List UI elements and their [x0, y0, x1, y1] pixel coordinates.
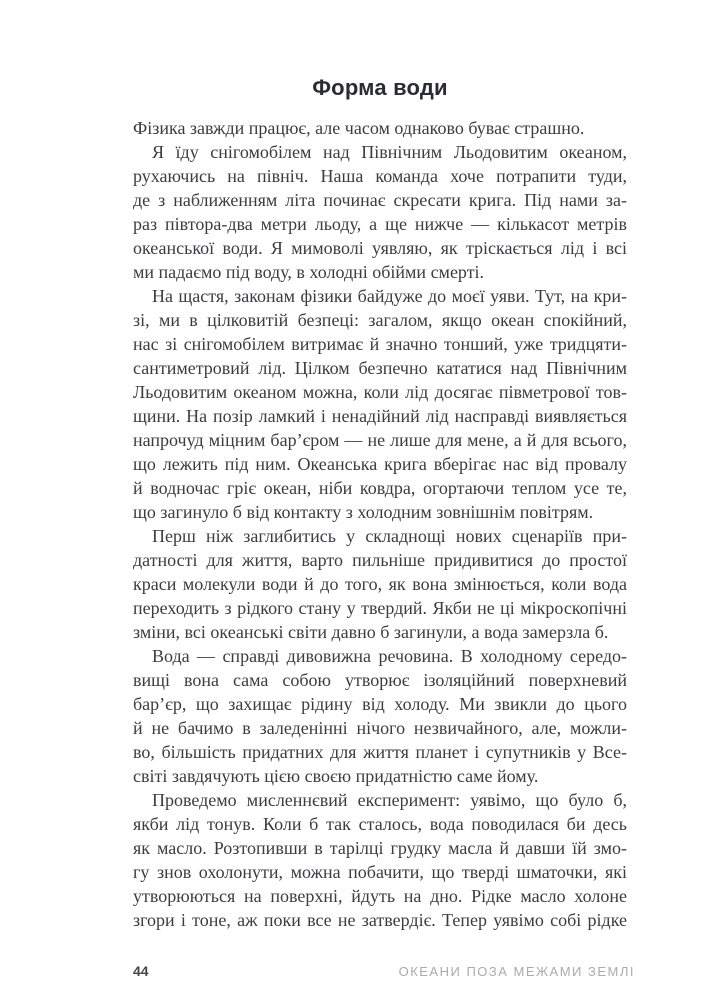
text-line: що лежить під ним. Океанська крига вберігає нас від провалу: [133, 454, 627, 474]
text-line: Проведемо мисленнєвий експеримент: уявімо, що було б,: [152, 790, 627, 810]
text-line: краси молекули води й до того, як вона змінюється, коли вода: [133, 574, 627, 594]
text-line: зміни, всі океанські світи давно б загинули, а вода замерзла б.: [133, 622, 609, 642]
text-line: раз півтора-два метри льоду, а ще нижче — кількасот метрів: [133, 214, 627, 234]
text-line: утворюються на поверхні, йдуть на дно. Рідке масло холоне: [133, 886, 627, 906]
running-title: ОКЕАНИ ПОЗА МЕЖАМИ ЗЕМЛІ: [398, 964, 635, 979]
text-line: ми падаємо під воду, в холодні обійми смерті.: [133, 262, 485, 282]
page-number: 44: [133, 963, 149, 979]
text-line: переходить з рідкого стану у твердий. Якби не ці мікроскопічні: [133, 598, 627, 618]
text-column: [133, 116, 627, 932]
text-line: згори і тоне, аж поки все не затвердіє. Тепер уявімо собі рідке: [133, 910, 627, 930]
text-line: якби лід тонув. Коли б так сталось, вода поводилася би десь: [133, 814, 627, 834]
text-line: що загинуло б від контакту з холодним зовнішнім повітрям.: [133, 502, 594, 522]
text-line: нас зі снігомобілем витримає й значно тонший, уже тридцяти-: [133, 334, 627, 354]
text-line: вищі вона сама собою утворює ізоляційний поверхневий: [133, 670, 627, 690]
text-line: Перш ніж заглибитись у складнощі нових сценаріїв при-: [152, 526, 627, 546]
text-line: На щастя, законам фізики байдуже до моєї уяви. Тут, на кри-: [152, 286, 627, 306]
text-line: бар’єр, що захищає рідину від холоду. Ми звикли до цього: [133, 694, 627, 714]
text-line: напрочуд міцним бар’єром — не лише для мене, а й для всього,: [133, 430, 627, 450]
text-line: й не бачимо в заледенінні нічого незвичайного, але, можли-: [133, 718, 627, 738]
text-line: океанської води. Я мимоволі уявляю, як тріскається лід і всі: [133, 238, 627, 258]
chapter-title: Форма води: [312, 75, 448, 100]
text-line: Я їду снігомобілем над Північним Льодовитим океаном,: [152, 142, 627, 162]
text-line: світі завдячують цією своєю придатністю саме йому.: [133, 766, 539, 786]
text-line: щини. На позір ламкий і ненадійний лід насправді виявляється: [133, 406, 627, 426]
text-line: гу знов охолонути, можна побачити, що тверді шматочки, які: [133, 862, 627, 882]
text-line: де з наближенням літа починає скресати крига. Під нами за-: [133, 190, 627, 210]
text-line: Вода — справді дивовижна речовина. В холодному середо-: [152, 646, 627, 666]
text-line: датності для життя, варто пильніше придивитися до простої: [133, 550, 627, 570]
page-footer: [133, 963, 635, 979]
text-line: як масло. Розтопивши в тарілці грудку масла й давши їй змо-: [133, 838, 627, 858]
text-line: й водночас гріє океан, ніби ковдра, огортаючи теплом усе те,: [133, 478, 627, 498]
text-line: во, більшість придатних для життя планет і супутників у Все-: [133, 742, 627, 762]
text-line: Фізика завжди працює, але часом однаково буває страшно.: [133, 118, 585, 138]
text-line: сантиметровий лід. Цілком безпечно кататися над Північним: [133, 358, 627, 378]
text-line: зі, ми в цілковитій безпеці: загалом, якщо океан спокійний,: [133, 310, 627, 330]
text-line: рухаючись на північ. Наша команда хоче потрапити туди,: [133, 166, 627, 186]
text-line: Льодовитим океаном можна, коли лід досягає півметрової тов-: [133, 382, 627, 402]
